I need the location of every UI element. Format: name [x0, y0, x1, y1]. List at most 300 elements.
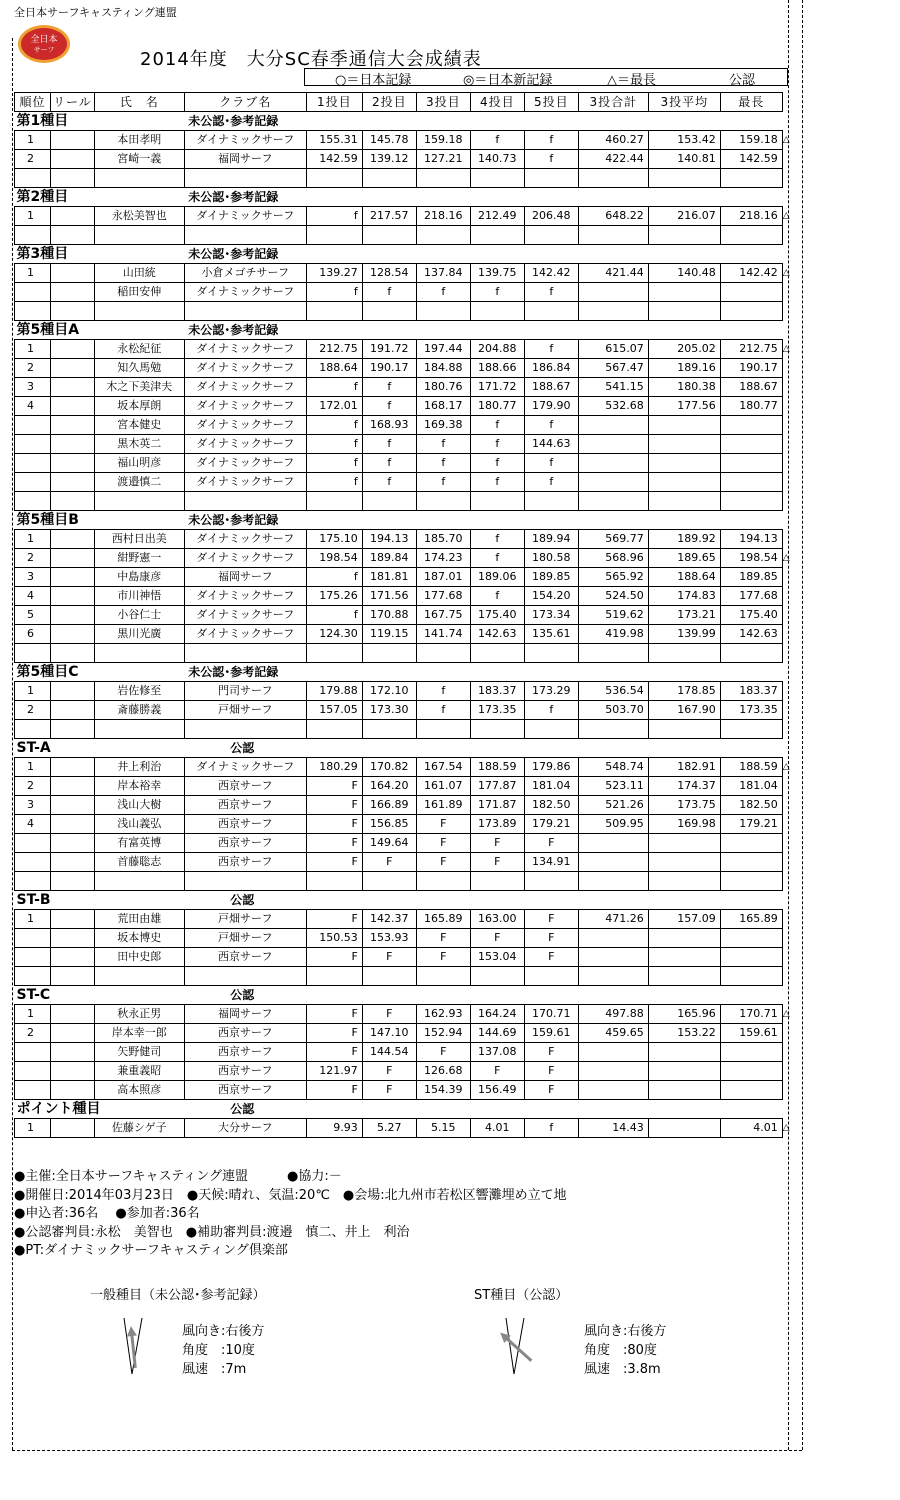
- longest-mark: △: [782, 762, 790, 772]
- longest-cell: 194.13: [720, 530, 782, 549]
- throw-5-cell: 144.63: [524, 435, 578, 454]
- throw-1-cell: f: [306, 606, 362, 625]
- info-pt: ●PT:ダイナミックサーフキャスティング倶楽部: [14, 1243, 288, 1258]
- total-cell: 568.96: [578, 549, 648, 568]
- table-row: [15, 910, 797, 929]
- blank-cell: [306, 967, 362, 986]
- throw-4-cell: f: [470, 530, 524, 549]
- reel-cell: [51, 131, 95, 150]
- wind-info-st: [584, 1322, 666, 1379]
- total-cell: [578, 834, 648, 853]
- throw-5-cell: 179.90: [524, 397, 578, 416]
- longest-mark: [782, 378, 796, 397]
- section-header: [15, 112, 797, 131]
- rank-cell: 1: [15, 207, 51, 226]
- results-body: [15, 93, 797, 1138]
- blank-cell: [184, 169, 306, 188]
- average-cell: 165.96: [648, 1005, 720, 1024]
- name-cell: 宮本健史: [94, 416, 184, 435]
- blank-cell: [94, 644, 184, 663]
- throw-2-cell: 170.88: [362, 606, 416, 625]
- blank-cell: [15, 720, 51, 739]
- longest-cell: 212.75: [720, 340, 782, 359]
- name-cell: 荒田由雄: [94, 910, 184, 929]
- average-cell: [648, 853, 720, 872]
- club-cell: 西京サーフ: [184, 948, 306, 967]
- section-name: ST-C: [15, 986, 185, 1005]
- info-organizer: ●主催:全日本サーフキャスティング連盟 ●協力:－: [14, 1169, 342, 1184]
- blank-cell: [578, 226, 648, 245]
- name-cell: 有富英博: [94, 834, 184, 853]
- section-header: [15, 1100, 797, 1119]
- average-cell: 178.85: [648, 682, 720, 701]
- blank-cell: [51, 872, 95, 891]
- blank-cell: [306, 644, 362, 663]
- total-cell: 524.50: [578, 587, 648, 606]
- rank-cell: [15, 1081, 51, 1100]
- club-cell: 西京サーフ: [184, 815, 306, 834]
- club-cell: 西京サーフ: [184, 1043, 306, 1062]
- club-cell: ダイナミックサーフ: [184, 454, 306, 473]
- page-title: 2014年度 大分SC春季通信大会成績表: [140, 49, 482, 70]
- longest-cell: 183.37: [720, 682, 782, 701]
- rank-cell: 1: [15, 131, 51, 150]
- longest-mark: [782, 435, 796, 454]
- throw-5-cell: 135.61: [524, 625, 578, 644]
- blank-cell: [578, 169, 648, 188]
- longest-mark: [782, 682, 796, 701]
- throw-5-cell: F: [524, 834, 578, 853]
- blank-cell: [470, 967, 524, 986]
- throw-5-cell: 179.21: [524, 815, 578, 834]
- total-cell: 536.54: [578, 682, 648, 701]
- header-throw-1: 1投目: [306, 93, 362, 112]
- table-row: [15, 606, 797, 625]
- throw-2-cell: 173.30: [362, 701, 416, 720]
- section-note: 公認: [184, 986, 782, 1005]
- throw-3-cell: F: [416, 853, 470, 872]
- throw-1-cell: F: [306, 1043, 362, 1062]
- rank-cell: 1: [15, 264, 51, 283]
- club-cell: 大分サーフ: [184, 1119, 306, 1138]
- throw-3-cell: 184.88: [416, 359, 470, 378]
- throw-2-cell: 139.12: [362, 150, 416, 169]
- total-cell: [578, 416, 648, 435]
- average-cell: [648, 1043, 720, 1062]
- average-cell: [648, 1081, 720, 1100]
- average-cell: [648, 929, 720, 948]
- throw-1-cell: 124.30: [306, 625, 362, 644]
- rank-cell: 2: [15, 150, 51, 169]
- throw-2-cell: f: [362, 473, 416, 492]
- throw-5-cell: 154.20: [524, 587, 578, 606]
- header-throw-4: 4投目: [470, 93, 524, 112]
- blank-cell: [416, 720, 470, 739]
- club-cell: ダイナミックサーフ: [184, 606, 306, 625]
- section-note: 未公認･参考記録: [184, 112, 782, 131]
- name-cell: 中島康彦: [94, 568, 184, 587]
- blank-cell: [720, 169, 782, 188]
- table-row: [15, 1062, 797, 1081]
- rank-cell: 1: [15, 910, 51, 929]
- throw-4-cell: 139.75: [470, 264, 524, 283]
- blank-cell: [15, 872, 51, 891]
- average-cell: [648, 283, 720, 302]
- section-mark-spacer: [782, 321, 796, 340]
- blank-cell: [416, 302, 470, 321]
- blank-cell: [470, 644, 524, 663]
- throw-5-cell: 186.84: [524, 359, 578, 378]
- throw-1-cell: f: [306, 283, 362, 302]
- name-cell: 矢野健司: [94, 1043, 184, 1062]
- table-row: [15, 1119, 797, 1138]
- longest-mark: [782, 454, 796, 473]
- throw-4-cell: 180.77: [470, 397, 524, 416]
- blank-cell: [94, 226, 184, 245]
- wind-direction-st: 風向き:右後方: [584, 1324, 667, 1339]
- longest-cell: 182.50: [720, 796, 782, 815]
- name-cell: 山田統: [94, 264, 184, 283]
- blank-cell: [306, 720, 362, 739]
- blank-cell: [306, 492, 362, 511]
- reel-cell: [51, 530, 95, 549]
- rank-cell: [15, 929, 51, 948]
- longest-cell: [720, 1062, 782, 1081]
- blank-cell: [184, 644, 306, 663]
- blank-cell: [362, 644, 416, 663]
- rank-cell: 2: [15, 777, 51, 796]
- average-cell: 153.42: [648, 131, 720, 150]
- section-header: [15, 663, 797, 682]
- club-cell: 西京サーフ: [184, 1081, 306, 1100]
- rank-cell: 3: [15, 378, 51, 397]
- throw-3-cell: f: [416, 682, 470, 701]
- longest-cell: 188.59: [720, 758, 782, 777]
- throw-4-cell: 212.49: [470, 207, 524, 226]
- section-note: 未公認･参考記録: [184, 321, 782, 340]
- longest-mark: [782, 777, 796, 796]
- blank-cell: [648, 720, 720, 739]
- blank-cell: [782, 302, 796, 321]
- throw-2-cell: 190.17: [362, 359, 416, 378]
- throw-4-cell: 171.87: [470, 796, 524, 815]
- total-cell: [578, 283, 648, 302]
- reel-cell: [51, 435, 95, 454]
- average-cell: 173.75: [648, 796, 720, 815]
- blank-cell: [94, 492, 184, 511]
- blank-cell: [470, 720, 524, 739]
- blank-cell: [362, 302, 416, 321]
- longest-mark: [782, 701, 796, 720]
- club-cell: ダイナミックサーフ: [184, 131, 306, 150]
- average-cell: [648, 1062, 720, 1081]
- wind-arrow-head: [126, 1326, 137, 1337]
- longest-mark: [782, 1081, 796, 1100]
- throw-3-cell: 162.93: [416, 1005, 470, 1024]
- throw-4-cell: 175.40: [470, 606, 524, 625]
- longest-mark: [782, 1043, 796, 1062]
- club-cell: ダイナミックサーフ: [184, 549, 306, 568]
- blank-cell: [51, 169, 95, 188]
- throw-5-cell: 173.29: [524, 682, 578, 701]
- table-row: [15, 815, 797, 834]
- average-cell: [648, 435, 720, 454]
- name-cell: 斎藤勝義: [94, 701, 184, 720]
- blank-cell: [782, 492, 796, 511]
- blank-cell: [362, 226, 416, 245]
- section-mark-spacer: [782, 891, 796, 910]
- rank-cell: 4: [15, 815, 51, 834]
- header-mark-spacer: [782, 93, 796, 112]
- throw-1-cell: 142.59: [306, 150, 362, 169]
- rank-cell: 1: [15, 682, 51, 701]
- total-cell: 509.95: [578, 815, 648, 834]
- name-cell: 岸本裕幸: [94, 777, 184, 796]
- throw-3-cell: 154.39: [416, 1081, 470, 1100]
- blank-cell: [94, 169, 184, 188]
- club-cell: 門司サーフ: [184, 682, 306, 701]
- throw-4-cell: f: [470, 473, 524, 492]
- blank-row: [15, 644, 797, 663]
- throw-4-cell: 177.87: [470, 777, 524, 796]
- throw-5-cell: F: [524, 1081, 578, 1100]
- throw-4-cell: 188.59: [470, 758, 524, 777]
- throw-3-cell: 161.07: [416, 777, 470, 796]
- name-cell: 知久馬勉: [94, 359, 184, 378]
- throw-2-cell: 172.10: [362, 682, 416, 701]
- blank-cell: [470, 302, 524, 321]
- total-cell: 567.47: [578, 359, 648, 378]
- name-cell: 市川神悟: [94, 587, 184, 606]
- club-cell: 福岡サーフ: [184, 568, 306, 587]
- section-name: 第5種目B: [15, 511, 185, 530]
- throw-3-cell: F: [416, 834, 470, 853]
- throw-1-cell: 139.27: [306, 264, 362, 283]
- blank-cell: [782, 169, 796, 188]
- section-note: 未公認･参考記録: [184, 663, 782, 682]
- table-row: [15, 207, 797, 226]
- blank-cell: [524, 644, 578, 663]
- throw-3-cell: 167.54: [416, 758, 470, 777]
- rank-cell: 2: [15, 359, 51, 378]
- header-throw-2: 2投目: [362, 93, 416, 112]
- throw-1-cell: F: [306, 777, 362, 796]
- average-cell: [648, 1119, 720, 1138]
- blank-cell: [578, 967, 648, 986]
- name-cell: 岸本幸一郎: [94, 1024, 184, 1043]
- blank-cell: [184, 872, 306, 891]
- throw-4-cell: 204.88: [470, 340, 524, 359]
- table-row: [15, 264, 797, 283]
- total-cell: 419.98: [578, 625, 648, 644]
- reel-cell: [51, 340, 95, 359]
- section-header: [15, 188, 797, 207]
- blank-cell: [782, 872, 796, 891]
- average-cell: [648, 948, 720, 967]
- throw-3-cell: 159.18: [416, 131, 470, 150]
- total-cell: [578, 948, 648, 967]
- throw-2-cell: 189.84: [362, 549, 416, 568]
- throw-3-cell: 137.84: [416, 264, 470, 283]
- legend-box: [304, 68, 788, 86]
- reel-cell: [51, 758, 95, 777]
- throw-1-cell: 150.53: [306, 929, 362, 948]
- throw-4-cell: f: [470, 416, 524, 435]
- throw-3-cell: F: [416, 1043, 470, 1062]
- blank-cell: [782, 644, 796, 663]
- longest-cell: [720, 1081, 782, 1100]
- throw-1-cell: F: [306, 1005, 362, 1024]
- right-dashed-border-outer: [802, 0, 803, 1450]
- throw-1-cell: f: [306, 416, 362, 435]
- average-cell: 153.22: [648, 1024, 720, 1043]
- logo-emblem: [17, 24, 71, 64]
- logo-text-1: 全日本: [30, 35, 58, 45]
- blank-row: [15, 872, 797, 891]
- reel-cell: [51, 701, 95, 720]
- throw-4-cell: f: [470, 454, 524, 473]
- throw-5-cell: f: [524, 1119, 578, 1138]
- reel-cell: [51, 283, 95, 302]
- throw-2-cell: 171.56: [362, 587, 416, 606]
- name-cell: 宮崎一義: [94, 150, 184, 169]
- longest-mark: [782, 853, 796, 872]
- average-cell: 177.56: [648, 397, 720, 416]
- name-cell: 西村日出美: [94, 530, 184, 549]
- throw-5-cell: f: [524, 340, 578, 359]
- bottom-dashed-border: [12, 1450, 802, 1451]
- info-participants: ●申込者:36名 ●参加者:36名: [14, 1206, 200, 1221]
- header-average: 3投平均: [648, 93, 720, 112]
- throw-5-cell: 134.91: [524, 853, 578, 872]
- reel-cell: [51, 1081, 95, 1100]
- table-row: [15, 682, 797, 701]
- reel-cell: [51, 473, 95, 492]
- throw-1-cell: F: [306, 1024, 362, 1043]
- total-cell: 521.26: [578, 796, 648, 815]
- blank-cell: [15, 492, 51, 511]
- throw-2-cell: 181.81: [362, 568, 416, 587]
- throw-3-cell: f: [416, 283, 470, 302]
- throw-4-cell: 4.01: [470, 1119, 524, 1138]
- blank-cell: [578, 720, 648, 739]
- blank-cell: [648, 967, 720, 986]
- section-note: 公認: [184, 891, 782, 910]
- organization-name: 全日本サーフキャスティング連盟: [14, 6, 177, 19]
- longest-cell: 177.68: [720, 587, 782, 606]
- blank-cell: [648, 644, 720, 663]
- longest-mark: [782, 150, 796, 169]
- club-cell: ダイナミックサーフ: [184, 283, 306, 302]
- blank-cell: [51, 302, 95, 321]
- club-cell: ダイナミックサーフ: [184, 340, 306, 359]
- throw-4-cell: F: [470, 853, 524, 872]
- section-name: 第1種目: [15, 112, 185, 131]
- throw-3-cell: 168.17: [416, 397, 470, 416]
- section-header: [15, 739, 797, 758]
- table-row: [15, 378, 797, 397]
- throw-4-cell: 183.37: [470, 682, 524, 701]
- table-row: [15, 1081, 797, 1100]
- throw-3-cell: f: [416, 473, 470, 492]
- total-cell: 548.74: [578, 758, 648, 777]
- total-cell: [578, 1081, 648, 1100]
- throw-2-cell: 170.82: [362, 758, 416, 777]
- blank-cell: [782, 967, 796, 986]
- club-cell: 戸畑サーフ: [184, 701, 306, 720]
- blank-cell: [15, 169, 51, 188]
- throw-4-cell: 164.24: [470, 1005, 524, 1024]
- blank-cell: [51, 226, 95, 245]
- total-cell: 532.68: [578, 397, 648, 416]
- wind-title-st: ST種目（公認）: [474, 1288, 569, 1303]
- rank-cell: 2: [15, 701, 51, 720]
- reel-cell: [51, 359, 95, 378]
- throw-3-cell: f: [416, 435, 470, 454]
- section-note: 未公認･参考記録: [184, 511, 782, 530]
- longest-mark: [782, 834, 796, 853]
- longest-cell: 159.18: [720, 131, 782, 150]
- throw-5-cell: f: [524, 454, 578, 473]
- header-name: 氏 名: [94, 93, 184, 112]
- average-cell: 174.37: [648, 777, 720, 796]
- blank-cell: [362, 492, 416, 511]
- club-cell: 西京サーフ: [184, 1024, 306, 1043]
- throw-3-cell: 169.38: [416, 416, 470, 435]
- blank-cell: [720, 226, 782, 245]
- section-header: [15, 321, 797, 340]
- blank-cell: [306, 169, 362, 188]
- total-cell: 569.77: [578, 530, 648, 549]
- longest-cell: [720, 473, 782, 492]
- section-header: [15, 891, 797, 910]
- total-cell: 460.27: [578, 131, 648, 150]
- wind-title-general: 一般種目（未公認･参考記録）: [90, 1288, 266, 1303]
- total-cell: [578, 929, 648, 948]
- total-cell: 541.15: [578, 378, 648, 397]
- throw-1-cell: f: [306, 435, 362, 454]
- rank-cell: [15, 1043, 51, 1062]
- club-cell: ダイナミックサーフ: [184, 530, 306, 549]
- wind-direction-arrow-icon: [496, 1316, 540, 1376]
- rank-cell: [15, 948, 51, 967]
- name-cell: 秋永正男: [94, 1005, 184, 1024]
- longest-cell: [720, 853, 782, 872]
- throw-3-cell: 126.68: [416, 1062, 470, 1081]
- throw-5-cell: f: [524, 150, 578, 169]
- blank-cell: [524, 302, 578, 321]
- blank-row: [15, 302, 797, 321]
- total-cell: 422.44: [578, 150, 648, 169]
- section-header: [15, 245, 797, 264]
- blank-cell: [524, 226, 578, 245]
- throw-4-cell: F: [470, 929, 524, 948]
- name-cell: 福山明彦: [94, 454, 184, 473]
- wind-speed-general: 風速 :7m: [182, 1362, 247, 1377]
- reel-cell: [51, 910, 95, 929]
- throw-3-cell: 174.23: [416, 549, 470, 568]
- throw-5-cell: 182.50: [524, 796, 578, 815]
- total-cell: [578, 853, 648, 872]
- reel-cell: [51, 549, 95, 568]
- name-cell: 井上利治: [94, 758, 184, 777]
- throw-2-cell: 166.89: [362, 796, 416, 815]
- reel-cell: [51, 416, 95, 435]
- throw-5-cell: f: [524, 416, 578, 435]
- info-date-weather-venue: ●開催日:2014年03月23日 ●天候:晴れ、気温:20℃ ●会場:北九州市若松区響灘埋め立て地: [14, 1187, 567, 1203]
- blank-row: [15, 967, 797, 986]
- header-longest: 最長: [720, 93, 782, 112]
